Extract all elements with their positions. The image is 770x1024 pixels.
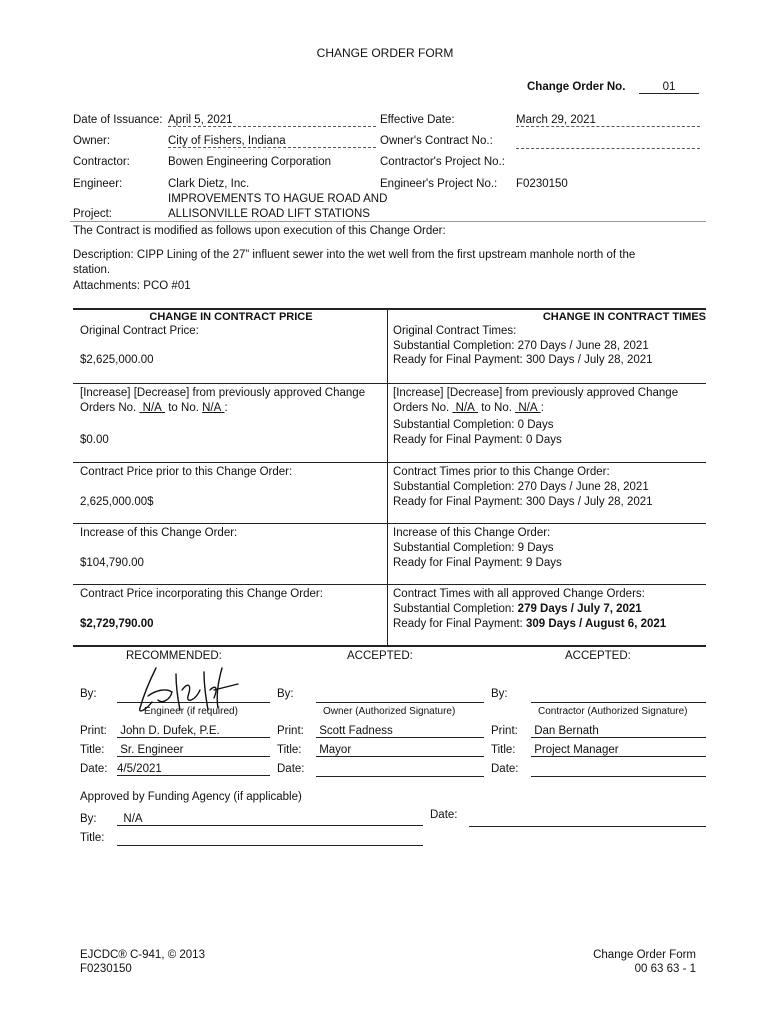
times-change-final: Ready for Final Payment: 0 Days: [393, 434, 562, 446]
engineer-print-value: John D. Dufek, P.E.: [117, 725, 270, 738]
funding-heading: Approved by Funding Agency (if applicable): [80, 791, 302, 803]
price-original-label: Original Contract Price:: [80, 325, 199, 337]
date-issuance-value: April 5, 2021: [168, 114, 376, 127]
engineer-date-value: 4/5/2021: [117, 763, 270, 776]
times-all-sub: Substantial Completion: 279 Days / July 7, 2021: [393, 603, 642, 615]
engineer-label: Engineer:: [73, 178, 123, 190]
contractor-project-label: Contractor's Project No.:: [380, 156, 505, 168]
table-row-border: [73, 523, 706, 524]
table-center-divider: [387, 309, 388, 646]
description-line1: Description: CIPP Lining of the 27” influent sewer into the wet well from the first upstream manhole north of the: [73, 249, 636, 261]
times-original-label: Original Contract Times:: [393, 325, 517, 337]
footer-left-line1: EJCDC® C-941, © 2013: [80, 949, 205, 961]
project-label: Project:: [73, 208, 112, 220]
owner-label: Owner:: [73, 135, 111, 147]
project-line2: ALLISONVILLE ROAD LIFT STATIONS: [168, 208, 370, 220]
contractor-date-value: [531, 763, 706, 777]
engineer-print-label: Print:: [80, 725, 107, 737]
owner-print-value: Scott Fadness: [316, 725, 484, 738]
change-order-label: Change Order No.: [527, 81, 626, 93]
footer-left-line2: F0230150: [80, 963, 132, 975]
table-top-border: [73, 308, 706, 310]
price-original-value: $2,625,000.00: [80, 354, 154, 366]
change-order-number: 01: [639, 81, 699, 94]
times-increase-final: Ready for Final Payment: 9 Days: [393, 557, 562, 569]
owner-date-value: [316, 763, 484, 777]
description-line2: station.: [73, 264, 111, 276]
footer-right-line1: Change Order Form: [593, 949, 696, 961]
times-increase-label: Increase of this Change Order:: [393, 527, 551, 539]
table-row-border: [73, 584, 706, 585]
owner-caption: Owner (Authorized Signature): [323, 706, 456, 717]
price-change-value: $0.00: [80, 434, 109, 446]
funding-by-label: By:: [80, 813, 97, 825]
price-change-line2: Orders No. N/A to No. N/A :: [80, 402, 228, 414]
times-original-sub: Substantial Completion: 270 Days / June 28, 2021: [393, 340, 649, 352]
accepted-owner-heading: ACCEPTED:: [347, 650, 413, 662]
recommended-heading: RECOMMENDED:: [126, 650, 222, 662]
footer-right-line2: 00 63 63 - 1: [634, 963, 696, 975]
form-title: CHANGE ORDER FORM: [316, 46, 454, 60]
owner-contract-label: Owner's Contract No.:: [380, 135, 493, 147]
contractor-label: Contractor:: [73, 156, 130, 168]
owner-title-label: Title:: [277, 744, 302, 756]
owner-print-label: Print:: [277, 725, 304, 737]
table-bottom-border: [73, 645, 706, 647]
funding-date-line: [469, 826, 706, 827]
times-change-sub: Substantial Completion: 0 Days: [393, 419, 554, 431]
engineer-project-value: F0230150: [516, 178, 568, 190]
owner-by-label: By:: [277, 688, 294, 700]
owner-contract-value: [516, 135, 700, 149]
engineer-caption: Engineer (if required): [144, 706, 238, 717]
contractor-print-label: Print:: [491, 725, 518, 737]
engineer-title-label: Title:: [80, 744, 105, 756]
price-change-line1: [Increase] [Decrease] from previously approved Change: [80, 387, 366, 399]
attachments: Attachments: PCO #01: [73, 280, 191, 292]
funding-title-label: Title:: [80, 832, 105, 844]
times-original-final: Ready for Final Payment: 300 Days / July 28, 2021: [393, 354, 653, 366]
funding-date-label: Date:: [430, 809, 458, 821]
times-all-label: Contract Times with all approved Change Orders:: [393, 588, 645, 600]
owner-title-value: Mayor: [316, 744, 484, 757]
price-increase-label: Increase of this Change Order:: [80, 527, 238, 539]
engineer-date-label: Date:: [80, 763, 108, 775]
contractor-title-value: Project Manager: [531, 744, 706, 757]
contractor-value: Bowen Engineering Corporation: [168, 156, 332, 168]
times-change-line2: Orders No. N/A to No. N/A :: [393, 402, 544, 414]
header-divider: [70, 221, 706, 222]
funding-title-line: [117, 845, 423, 846]
accepted-contractor-heading: ACCEPTED:: [565, 650, 631, 662]
contractor-signature-line: [531, 702, 706, 703]
price-incorporating-label: Contract Price incorporating this Change Order:: [80, 588, 323, 600]
date-issuance-label: Date of Issuance:: [73, 114, 163, 126]
engineer-title-value: Sr. Engineer: [117, 744, 270, 757]
effective-date-label: Effective Date:: [380, 114, 455, 126]
times-prior-label: Contract Times prior to this Change Order:: [393, 466, 610, 478]
contractor-by-label: By:: [491, 688, 508, 700]
price-prior-label: Contract Price prior to this Change Order:: [80, 466, 293, 478]
engineer-by-label: By:: [80, 688, 97, 700]
effective-date-value: March 29, 2021: [516, 114, 700, 127]
owner-date-label: Date:: [277, 763, 305, 775]
price-heading: CHANGE IN CONTRACT PRICE: [149, 311, 313, 323]
intro-text: The Contract is modified as follows upon execution of this Change Order:: [73, 225, 446, 237]
price-increase-value: $104,790.00: [80, 557, 144, 569]
contractor-date-label: Date:: [491, 763, 519, 775]
contractor-print-value: Dan Bernath: [531, 725, 706, 738]
price-incorporating-value: $2,729,790.00: [80, 618, 154, 630]
table-row-border: [73, 383, 706, 384]
times-all-final: Ready for Final Payment: 309 Days / August 6, 2021: [393, 618, 667, 630]
contractor-title-label: Title:: [491, 744, 516, 756]
times-heading: CHANGE IN CONTRACT TIMES: [542, 311, 706, 323]
owner-value: City of Fishers, Indiana: [168, 135, 376, 148]
times-prior-sub: Substantial Completion: 270 Days / June 28, 2021: [393, 481, 649, 493]
engineer-project-label: Engineer's Project No.:: [380, 178, 498, 190]
times-increase-sub: Substantial Completion: 9 Days: [393, 542, 554, 554]
owner-signature-line: [316, 702, 484, 703]
times-change-line1: [Increase] [Decrease] from previously approved Change: [393, 387, 679, 399]
project-line1: IMPROVEMENTS TO HAGUE ROAD AND: [168, 193, 388, 205]
times-prior-final: Ready for Final Payment: 300 Days / July 28, 2021: [393, 496, 653, 508]
funding-by-value: N/A: [117, 813, 423, 826]
engineer-value: Clark Dietz, Inc.: [168, 178, 250, 190]
table-row-border: [73, 462, 706, 463]
contractor-caption: Contractor (Authorized Signature): [538, 706, 688, 717]
price-prior-value: 2,625,000.00$: [80, 496, 154, 508]
